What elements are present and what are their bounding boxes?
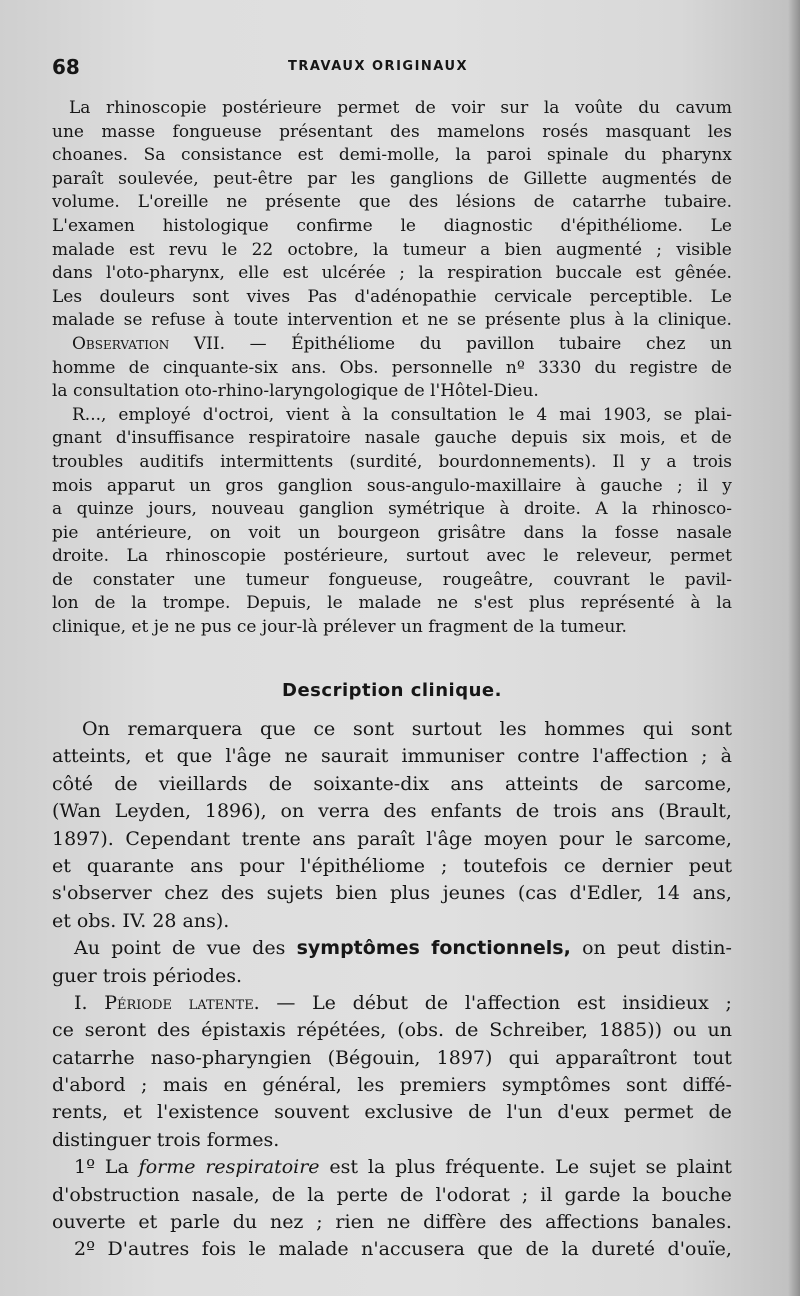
text-line: homme de cinquante-six ans. Obs. personnelle nº 3330 du registre de	[52, 357, 732, 378]
text-line: gnant d'insuffisance respiratoire nasale gauche depuis six mois, et de	[52, 428, 732, 449]
text-line: dans l'oto-pharynx, elle est ulcérée ; la respiration buccale est gênée.	[52, 263, 732, 284]
text-line: lon de la trompe. Depuis, le malade ne s'est plus représenté à la	[52, 593, 732, 614]
text-line: une masse fongueuse présentant des mamelons rosés masquant les	[52, 121, 732, 142]
text-line: pie antérieure, on voit un bourgeon grisâtre dans la fosse nasale	[52, 522, 732, 543]
text-line: côté de vieillards de soixante-dix ans atteints de sarcome,	[52, 772, 732, 795]
text-line: (Wan Leyden, 1896), on verra des enfants de trois ans (Brault,	[52, 800, 732, 823]
text-block-clinical-description	[52, 716, 732, 1264]
section-heading: Description clinique.	[282, 680, 502, 701]
text-line: malade se refuse à toute intervention et ne se présente plus à la clinique.	[52, 310, 732, 331]
text-line: et quarante ans pour l'épithéliome ; toutefois ce dernier peut	[52, 854, 732, 877]
text-line: malade est revu le 22 octobre, la tumeur a bien augmenté ; visible	[52, 239, 732, 260]
text-line: choanes. Sa consistance est demi-molle, la paroi spinale du pharynx	[52, 145, 732, 166]
text-line: R..., employé d'octroi, vient à la consultation le 4 mai 1903, se plai-	[72, 404, 732, 425]
text-line: 1897). Cependant trente ans paraît l'âge moyen pour le sarcome,	[52, 827, 732, 850]
text-line: et obs. IV. 28 ans).	[52, 909, 230, 932]
text-line: droite. La rhinoscopie postérieure, surtout avec le releveur, permet	[52, 546, 732, 567]
text-line: Les douleurs sont vives Pas d'adénopathie cervicale perceptible. Le	[52, 286, 732, 307]
text-line: La rhinoscopie postérieure permet de voir sur la voûte du cavum	[69, 98, 732, 118]
running-head	[52, 55, 732, 81]
text-line: rents, et l'existence souvent exclusive de l'un d'eux permet de	[52, 1101, 732, 1124]
text-line: catarrhe naso-pharyngien (Bégouin, 1897) qui apparaîtront tout	[52, 1046, 732, 1069]
text-line: paraît soulevée, peut-être par les ganglions de Gillette augmentés de	[52, 168, 732, 189]
text-line: clinique, et je ne pus ce jour-là prélever un fragment de la tumeur.	[52, 617, 627, 638]
text-line: On remarquera que ce sont surtout les hommes qui sont	[82, 718, 732, 740]
text-line: la consultation oto-rhino-laryngologique de l'Hôtel-Dieu.	[52, 381, 539, 402]
text-line: Au point de vue des symptômes fonctionnels, on peut distin-	[74, 937, 732, 960]
text-line: 2º D'autres fois le malade n'accusera que de la dureté d'ouïe,	[74, 1238, 732, 1261]
text-line: s'observer chez des sujets bien plus jeunes (cas d'Edler, 14 ans,	[52, 882, 732, 905]
text-line: 1º La forme respiratoire est la plus fréquente. Le sujet se plaint	[74, 1156, 732, 1179]
text-line: guer trois périodes.	[52, 964, 242, 987]
text-line: atteints, et que l'âge ne saurait immuniser contre l'affection ; à	[52, 745, 732, 768]
text-line: volume. L'oreille ne présente que des lésions de catarrhe tubaire.	[52, 192, 732, 213]
running-title: TRAVAUX ORIGINAUX	[288, 59, 469, 74]
text-line: troubles auditifs intermittents (surdité, bourdonnements). Il y a trois	[52, 451, 732, 472]
text-block-case-report	[52, 97, 732, 640]
page-edge-shadow	[788, 0, 800, 1296]
text-line: L'examen histologique confirme le diagnostic d'épithéliome. Le	[52, 215, 732, 236]
period-heading-line: I. Période latente. — Le début de l'affection est insidieux ;	[74, 991, 732, 1014]
page-number: 68	[52, 55, 80, 79]
text-line: de constater une tumeur fongueuse, rougeâtre, couvrant le pavil-	[52, 569, 732, 590]
text-line: mois apparut un gros ganglion sous-angulo-maxillaire à gauche ; il y	[52, 475, 732, 496]
text-line: d'abord ; mais en général, les premiers symptômes sont diffé-	[52, 1074, 732, 1097]
text-line: distinguer trois formes.	[52, 1128, 280, 1151]
text-line: a quinze jours, nouveau ganglion symétrique à droite. A la rhinosco-	[52, 499, 732, 520]
text-line: d'obstruction nasale, de la perte de l'odorat ; il garde la bouche	[52, 1183, 732, 1206]
text-line: ce seront des épistaxis répétées, (obs. de Schreiber, 1885)) ou un	[52, 1019, 732, 1042]
text-line: ouverte et parle du nez ; rien ne diffère des affections banales.	[52, 1211, 732, 1234]
observation-heading-line: Observation VII. — Épithéliome du pavillon tubaire chez un	[72, 333, 732, 354]
